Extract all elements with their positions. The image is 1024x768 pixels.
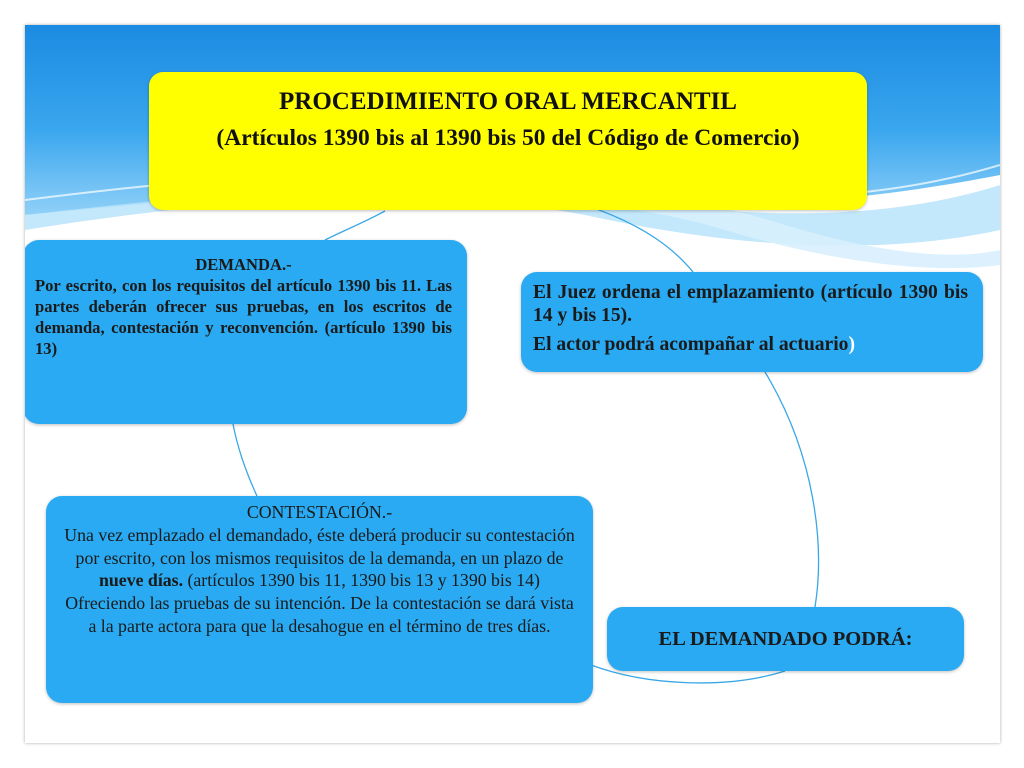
demanda-body: Por escrito, con los requisitos del artículo 1390 bis 11. Las partes deberán ofrecer sus pruebas, en los escritos de demanda, contestación y reconvención. (artículo 1390 bis 13) [35, 276, 452, 358]
demandado-podra-box [607, 607, 964, 671]
contestacion-heading: CONTESTACIÓN.- [246, 502, 393, 522]
emplazamiento-box [521, 272, 983, 372]
demanda-heading: DEMANDA.- [195, 255, 292, 274]
contestacion-body-bold: nueve días. [99, 570, 184, 591]
contestacion-body-part-1: Una vez emplazado el demandado, éste deberá producir su contestación por escrito, con los mismos requisitos de la demanda, en un plazo de [64, 524, 575, 568]
connector-title-left [325, 211, 385, 240]
title-line-2: (Artículos 1390 bis al 1390 bis 50 del Código de Comercio) [216, 125, 800, 151]
demanda-box [25, 240, 467, 424]
emplazamiento-line-2-text: El actor podrá acompañar al actuario [533, 334, 849, 355]
connector-left [233, 424, 257, 496]
emplazamiento-line-1: El Juez ordena el emplazamiento (artículo 1390 bis 14 y bis 15). [533, 282, 968, 326]
title-box [149, 72, 867, 210]
contestacion-body-part-2: (artículos 1390 bis 11, 1390 bis 13 y 1390 bis 14) Ofreciendo las pruebas de su intención. De la contestación se dará vista a la parte actora para que la desahogue en el término de tres días. [65, 570, 574, 636]
contestacion-body [60, 524, 579, 638]
emplazamiento-closing-paren: ) [848, 334, 856, 355]
connector-right-down [765, 372, 818, 607]
demandado-podra-label: EL DEMANDADO PODRÁ: [658, 627, 913, 650]
emplazamiento-line-2 [533, 333, 968, 356]
contestacion-box [46, 496, 593, 703]
title-line-1: PROCEDIMIENTO ORAL MERCANTIL [279, 88, 737, 115]
slide-canvas [25, 25, 1000, 743]
